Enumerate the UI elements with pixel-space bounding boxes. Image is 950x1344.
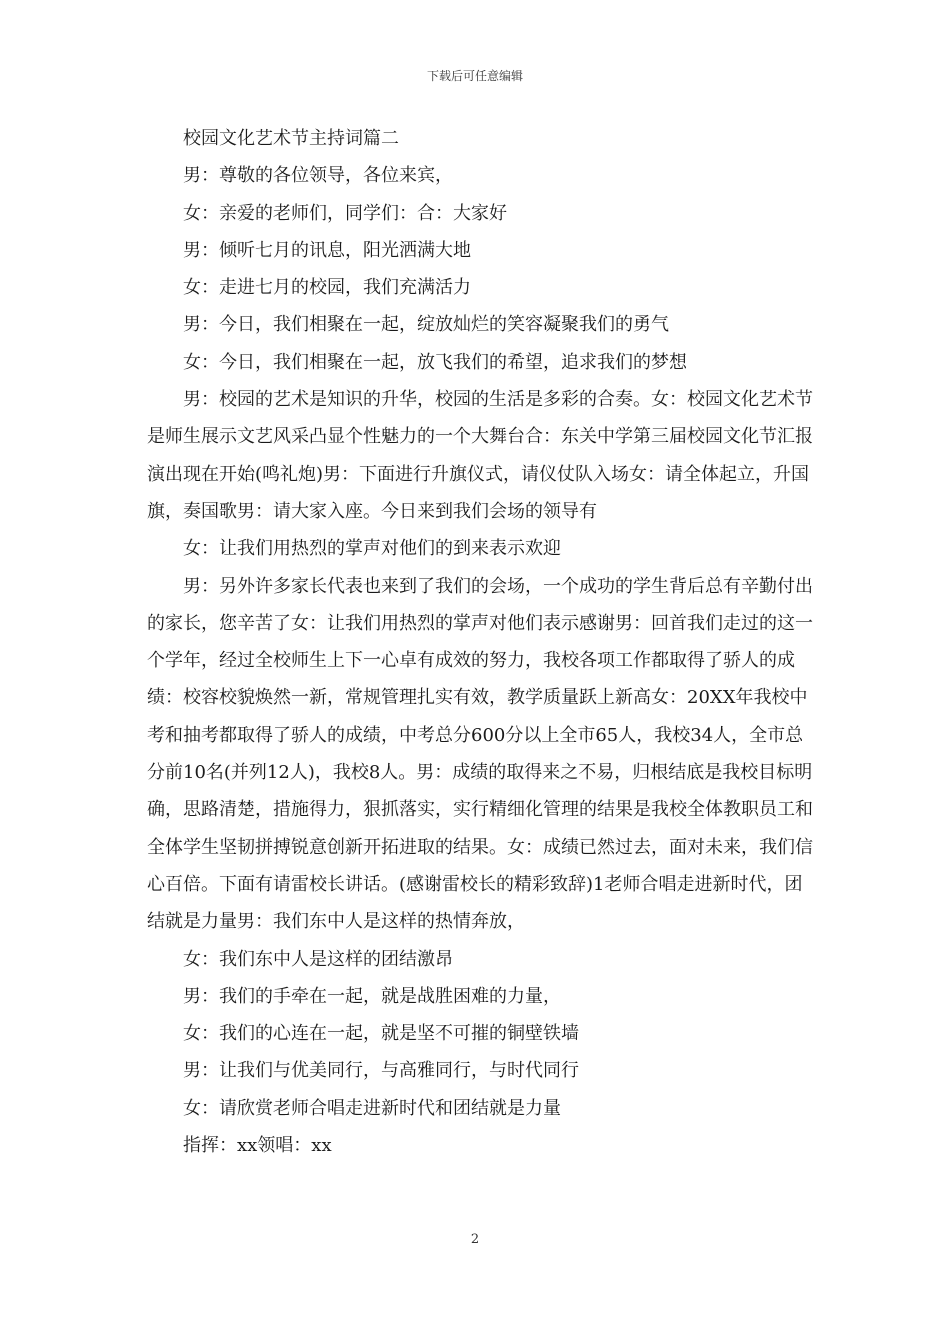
script-line: 男：尊敬的各位领导，各位来宾， (183, 165, 453, 187)
script-line: 女：今日，我们相聚在一起，放飞我们的希望，追求我们的梦想 (183, 351, 687, 373)
script-paragraph: 男：校园的艺术是知识的升华，校园的生活是多彩的合奏。女：校园文化艺术节是师生展示文艺风采凸显个性魅力的一个大舞台合：东关中学第三届校园文化节汇报演出现在开始(鸣礼炮)男：下面进行升旗仪式，请仪仗队入场女：请全体起立，升国旗，奏国歌男：请大家入座。今日来到我们会场的领导有 (147, 389, 813, 522)
script-line: 女：我们的心连在一起，就是坚不可摧的铜壁铁墙 (183, 1023, 579, 1045)
script-line: 男：今日，我们相聚在一起，绽放灿烂的笑容凝聚我们的勇气 (183, 314, 669, 336)
script-line: 男：我们的手牵在一起，就是战胜困难的力量， (183, 985, 561, 1007)
page-number: 2 (470, 1232, 480, 1247)
script-line: 女：请欣赏老师合唱走进新时代和团结就是力量 (183, 1097, 561, 1119)
script-line: 女：我们东中人是这样的团结激昂 (183, 948, 453, 970)
script-line: 女：让我们用热烈的掌声对他们的到来表示欢迎 (183, 538, 561, 560)
script-line: 男：让我们与优美同行，与高雅同行，与时代同行 (183, 1060, 579, 1082)
page-header-note: 下载后可任意编辑 (426, 69, 523, 83)
script-line: 女：亲爱的老师们，同学们：合：大家好 (183, 202, 507, 224)
script-paragraph: 男：另外许多家长代表也来到了我们的会场，一个成功的学生背后总有辛勤付出的家长，您辛苦了女：让我们用热烈的掌声对他们表示感谢男：回首我们走过的这一个学年，经过全校师生上下一心卓有成效的努力，我校各项工作都取得了骄人的成绩：校容校貌焕然一新，常规管理扎实有效，教学质量跃上新高女：20XX年我校中考和抽考都取得了骄人的成绩，中考总分600分以上全市65人，我校34人，全市总分前10名(并列12人)，我校8人。男：成绩的取得来之不易，归根结底是我校目标明确，思路清楚，措施得力，狠抓落实，实行精细化管理的结果是我校全体教职员工和全体学生坚韧拼搏锐意创新开拓进取的结果。女：成绩已然过去，面对未来，我们信心百倍。下面有请雷校长讲话。(感谢雷校长的精彩致辞)1老师合唱走进新时代，团结就是力量男：我们东中人是这样的热情奔放， (147, 575, 813, 933)
script-line: 指挥：xx领唱：xx (183, 1135, 332, 1157)
document-body (147, 120, 817, 1164)
script-line: 男：倾听七月的讯息，阳光洒满大地 (183, 239, 471, 261)
script-line: 女：走进七月的校园，我们充满活力 (183, 277, 471, 299)
section-title: 校园文化艺术节主持词篇二 (183, 128, 399, 149)
